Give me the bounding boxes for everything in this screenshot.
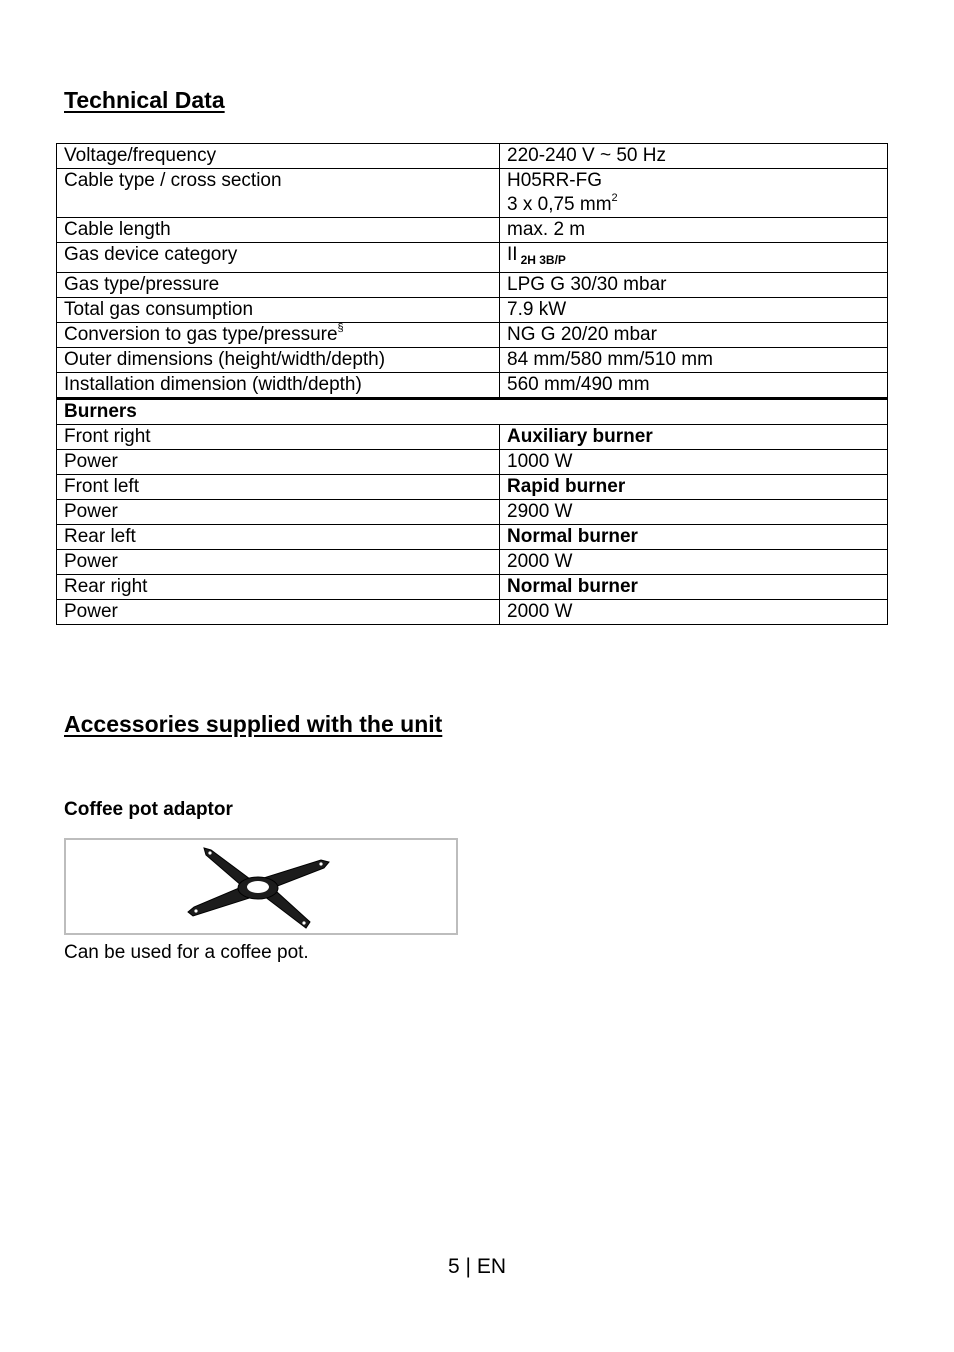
table-row [57,525,888,550]
table-row [57,373,888,399]
row-value: NG G 20/20 mbar [500,323,888,348]
table-row [57,323,888,348]
row-value: 560 mm/490 mm [500,373,888,399]
row-label: Voltage/frequency [57,144,500,169]
coffee-pot-adaptor-heading: Coffee pot adaptor [64,799,233,820]
table-row [57,298,888,323]
row-value: LPG G 30/30 mbar [500,273,888,298]
row-label: Rear left [57,525,500,550]
table-row [57,144,888,169]
coffee-pot-adaptor-caption: Can be used for a coffee pot. [64,942,309,963]
row-label: Power [57,600,500,625]
accessories-title: Accessories supplied with the unit [64,711,443,737]
table-row [57,169,888,218]
cross-section-value [507,193,880,217]
table-row [57,450,888,475]
row-value: Auxiliary burner [500,425,888,450]
row-label: Power [57,550,500,575]
row-value [500,243,888,273]
row-label: Total gas consumption [57,298,500,323]
row-label: Rear right [57,575,500,600]
subscript: 2H 3B/P [520,253,566,267]
table-row [57,218,888,243]
row-label: Outer dimensions (height/width/depth) [57,348,500,373]
table-row [57,550,888,575]
technical-data-title: Technical Data [64,87,225,113]
row-label: Cable length [57,218,500,243]
coffee-pot-adaptor-image [64,838,458,935]
row-value: 7.9 kW [500,298,888,323]
table-row [57,600,888,625]
gas-category-value: II [507,244,518,265]
row-label: Gas type/pressure [57,273,500,298]
row-label [57,323,500,348]
row-value: Normal burner [500,525,888,550]
row-label: Gas device category [57,243,500,273]
table-row [57,500,888,525]
row-value: 84 mm/580 mm/510 mm [500,348,888,373]
row-label: Installation dimension (width/depth) [57,373,500,399]
page-number: 5 [447,1255,460,1278]
row-value: 2900 W [500,500,888,525]
language-code: EN [476,1255,507,1278]
table-row [57,475,888,500]
row-label: Front left [57,475,500,500]
burners-heading: Burners [57,399,888,425]
row-value: 1000 W [500,450,888,475]
technical-data-table [56,143,888,625]
row-value: Normal burner [500,575,888,600]
footnote-marker: § [337,322,344,334]
row-label: Power [57,500,500,525]
table-row [57,348,888,373]
burners-section-row [57,399,888,425]
row-label: Front right [57,425,500,450]
superscript: 2 [611,192,618,204]
table-row [57,243,888,273]
conversion-label: Conversion to gas type/pressure [64,324,338,345]
row-value: 2000 W [500,600,888,625]
cross-section-text: 3 x 0,75 mm [507,194,612,215]
table-row [57,273,888,298]
row-label: Cable type / cross section [57,169,500,218]
row-value [500,169,888,218]
row-value: 2000 W [500,550,888,575]
coffee-pot-adaptor-icon [66,840,456,933]
row-label: Power [57,450,500,475]
cable-type-value: H05RR-FG [507,170,603,191]
table-row [57,425,888,450]
row-value: Rapid burner [500,475,888,500]
table-row [57,575,888,600]
page-footer [0,1255,954,1279]
row-value: 220-240 V ~ 50 Hz [500,144,888,169]
row-value: max. 2 m [500,218,888,243]
footer-separator: | [465,1255,471,1278]
